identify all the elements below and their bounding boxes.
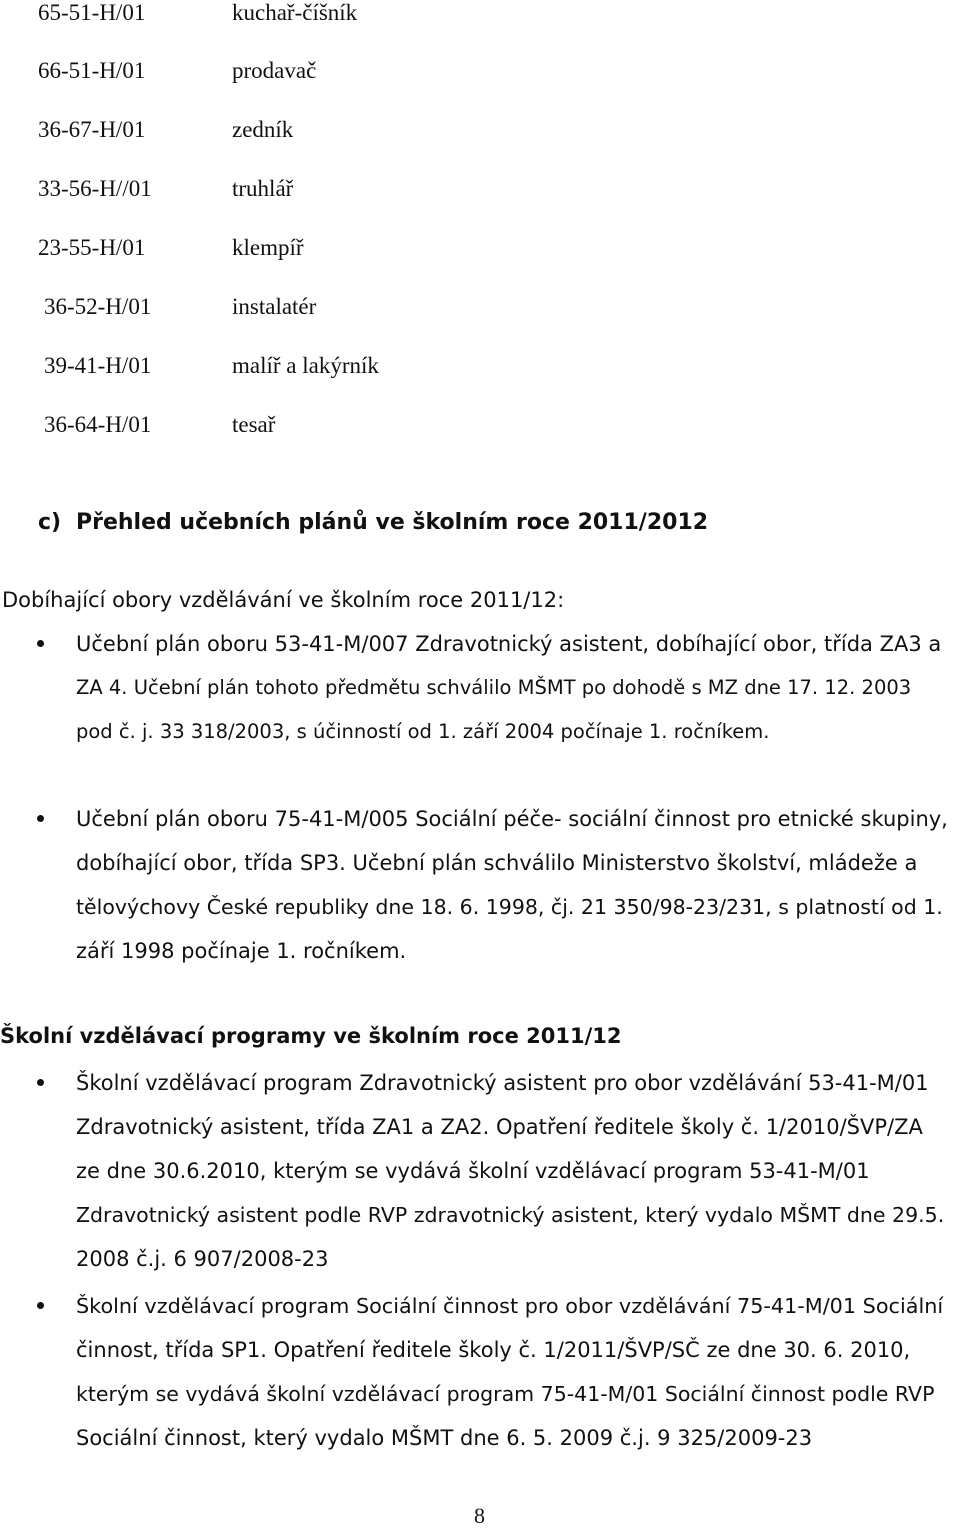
paragraph-line: Zdravotnický asistent, třída ZA1 a ZA2. Opatření ředitele školy č. 1/2010/ŠVP/ZA	[76, 1115, 923, 1139]
occupation-code: 36-52-H/01	[44, 294, 152, 319]
bullet-icon	[37, 1079, 44, 1086]
paragraph-line: tělovýchovy České republiky dne 18. 6. 1998, čj. 21 350/98-23/231, s platností od 1.	[76, 895, 943, 919]
paragraph-line: ze dne 30.6.2010, kterým se vydává školní vzdělávací program 53-41-M/01	[76, 1159, 870, 1183]
bullet-icon	[37, 640, 44, 647]
occupation-name: klempíř	[232, 235, 304, 260]
occupation-name: kuchař-číšník	[232, 0, 358, 25]
paragraph-line: Učební plán oboru 75-41-M/005 Sociální péče- sociální činnost pro etnické skupiny,	[76, 807, 948, 831]
occupation-code: 65-51-H/01	[38, 0, 146, 25]
section-c-marker: c)	[38, 510, 62, 535]
occupation-name: truhlář	[232, 176, 294, 201]
occupation-code: 39-41-H/01	[44, 353, 152, 378]
occupation-name: prodavač	[232, 58, 317, 83]
paragraph-line: Sociální činnost, který vydalo MŠMT dne 6. 5. 2009 č.j. 9 325/2009-23	[76, 1426, 813, 1450]
page-number: 8	[474, 1503, 485, 1528]
bullet-icon	[37, 815, 44, 822]
paragraph-line: Školní vzdělávací program Sociální činnost pro obor vzdělávání 75-41-M/01 Sociální	[76, 1294, 944, 1318]
paragraph-line: ZA 4. Učební plán tohoto předmětu schválilo MŠMT po dohodě s MZ dne 17. 12. 2003	[76, 676, 912, 699]
occupation-name: zedník	[232, 117, 294, 142]
paragraph-line: září 1998 počínaje 1. ročníkem.	[76, 939, 407, 963]
running-out-heading: Dobíhající obory vzdělávání ve školním roce 2011/12:	[2, 588, 565, 612]
paragraph-line: dobíhající obor, třída SP3. Učební plán schválilo Ministerstvo školství, mládeže a	[76, 851, 918, 875]
paragraph-line: Učební plán oboru 53-41-M/007 Zdravotnický asistent, dobíhající obor, třída ZA3 a	[76, 632, 942, 656]
occupation-code: 23-55-H/01	[38, 235, 146, 260]
school-programs-heading: Školní vzdělávací programy ve školním roce 2011/12	[0, 1024, 622, 1048]
section-c-title: Přehled učebních plánů ve školním roce 2011/2012	[76, 510, 709, 535]
bullet-icon	[37, 1302, 44, 1309]
occupation-code: 33-56-H//01	[38, 176, 152, 201]
paragraph-line: 2008 č.j. 6 907/2008-23	[76, 1247, 329, 1271]
paragraph-line: činnost, třída SP1. Opatření ředitele školy č. 1/2011/ŠVP/SČ ze dne 30. 6. 2010,	[76, 1338, 911, 1362]
occupation-name: instalatér	[232, 294, 317, 319]
paragraph-line: Školní vzdělávací program Zdravotnický asistent pro obor vzdělávání 53-41-M/01	[76, 1071, 929, 1095]
occupation-code: 36-67-H/01	[38, 117, 146, 142]
paragraph-line: Zdravotnický asistent podle RVP zdravotnický asistent, který vydalo MŠMT dne 29.5.	[76, 1203, 945, 1227]
paragraph-line: pod č. j. 33 318/2003, s účinností od 1. září 2004 počínaje 1. ročníkem.	[76, 720, 770, 743]
occupation-code: 36-64-H/01	[44, 412, 152, 437]
occupation-name: tesař	[232, 412, 276, 437]
occupation-code: 66-51-H/01	[38, 58, 146, 83]
occupation-name: malíř a lakýrník	[232, 353, 379, 378]
paragraph-line: kterým se vydává školní vzdělávací program 75-41-M/01 Sociální činnost podle RVP	[76, 1382, 935, 1406]
